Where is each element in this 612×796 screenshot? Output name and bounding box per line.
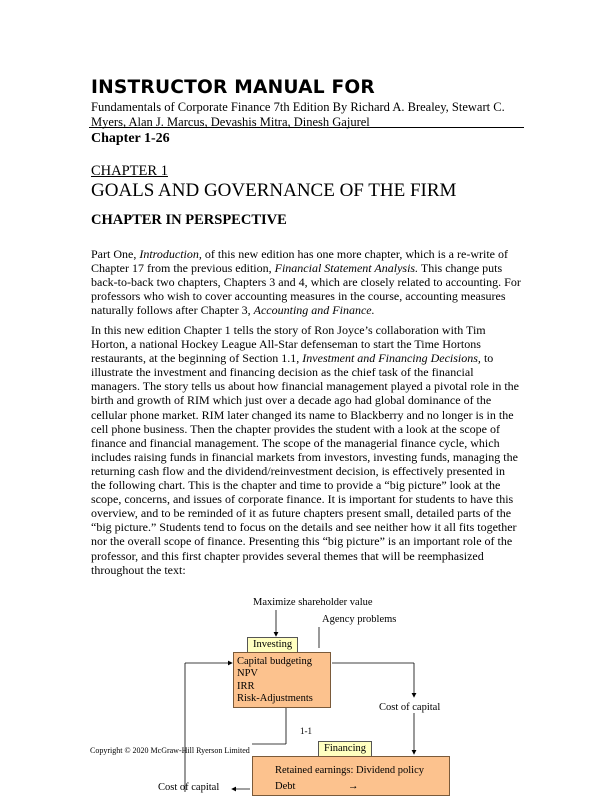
subtitle-line-1: Fundamentals of Corporate Finance 7th Edition By Richard A. Brealey, Stewart C. [91,100,505,114]
financing-box [252,756,450,796]
investing-item: Capital budgeting [237,656,312,667]
p2-italic-section: Investment and Financing Decisions, [302,351,481,366]
financing-item-debt: Debt [275,781,296,792]
p2-text-c: to illustrate the investment and financing decision as the chief task of the financial managers. The story tells us about how financial management played a pivotal role in the birth and growth of RIM which just over a decade ago had global dominance of the cellular phone market. RIM later changed its name to Blackberry and no longer is in the cell phone business. Then the chapter provides the student with a look at the scope of finance and financial management. The scope of the managerial finance cycle, which includes raising funds in financial markets from investors, investing funds, managing the returning cash flow and the dividend/reinvestment decision, is effectively presented in the following chart. This is the chapter and time to provide a “big picture” look at the scope, concerns, and issues of corporate finance. It is important for students to have this overview, and to be reminded of it as future chapters present small, detailed parts of the “big picture.” Students tend to focus on the details and see neither how it all fits together nor the overall scope of finance. Presenting this “big picture” is an important role of the professor, and this first chapter provides several themes that will be reemphasized throughout the text: [91,351,519,577]
subtitle-line-2: Myers, Alan J. Marcus, Devashis Mitra, Dinesh Gajurel [91,115,370,129]
manual-title: INSTRUCTOR MANUAL FOR [91,76,375,98]
p1-italic-introduction: Introduction, [139,247,202,261]
financing-debt-row [275,781,449,792]
agency-problems: Agency problems [322,614,397,625]
p1-italic-accounting: Accounting and Finance. [253,303,375,318]
p1-text-c: of this new edition has one more chapter, which is a re-write of Chapter 17 from the previous edition, [91,247,508,276]
maximize-shareholder-value: Maximize shareholder value [253,597,373,608]
p1-text-e: This change puts back-to-back two chapters, Chapters 3 and 4, which are closely related to accounting. For professors who wish to cover accounting measures in the course, accounting measures naturally follows after Chapter 3, [91,261,521,318]
copyright-footer: Copyright © 2020 McGraw-Hill Ryerson Limited [90,746,250,755]
investing-tag: Investing [247,637,298,653]
section-heading: CHAPTER IN PERSPECTIVE [91,212,287,228]
chapter-range: Chapter 1-26 [91,131,170,146]
cost-of-capital-right: Cost of capital [379,702,441,713]
chapter-title: GOALS AND GOVERNANCE OF THE FIRM [91,180,457,201]
financing-debt-arrow: → [348,781,359,792]
financing-item-dividend: Retained earnings: Dividend policy [275,765,425,776]
investing-item: IRR [237,680,255,692]
page-number: 1-1 [300,726,312,736]
p1-text-a: Part One, [91,247,140,261]
p2-text-a: In this new edition Chapter 1 tells the story of Ron Joyce’s collaboration with Tim Horton, a national Hockey League All-Star defenseman to start the Time Hortons restaurants, at the beginning of Section 1.1, [91,323,486,366]
p1-italic-fsa: Financial Statement Analysis. [274,261,419,276]
chapter-label: CHAPTER 1 [91,163,168,179]
investing-item: NPV [237,668,259,680]
cost-of-capital-left: Cost of capital [158,782,220,793]
financing-tag: Financing [318,741,372,757]
investing-box [233,652,331,708]
investing-item: Risk-Adjustments [237,693,313,705]
